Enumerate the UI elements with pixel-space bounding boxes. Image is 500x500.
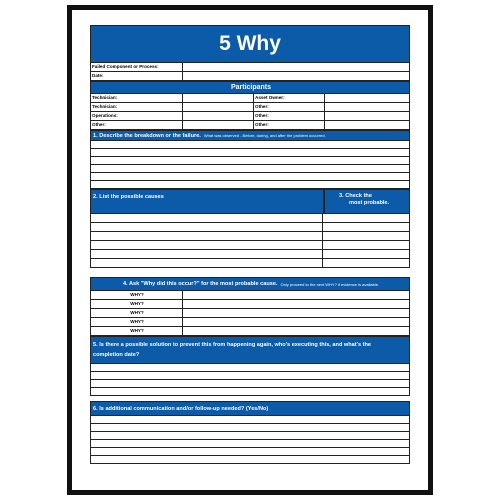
why-row [90, 327, 410, 336]
section-4-hint: Only proceed to the next WHY? if evidence is available. [280, 281, 380, 287]
why-answer[interactable] [183, 309, 409, 317]
participant-label: Asset Owner: [254, 94, 325, 102]
participant-value[interactable] [183, 121, 254, 129]
why-row [90, 291, 410, 300]
participant-value[interactable] [325, 112, 409, 120]
section-5-header [90, 336, 410, 364]
cause-row [90, 223, 410, 232]
participants-heading: Participants [90, 81, 410, 94]
participant-value[interactable] [325, 103, 409, 111]
why-label: WHY? [91, 309, 183, 317]
answer-line[interactable] [90, 448, 410, 456]
check-cell[interactable] [323, 214, 409, 222]
why-answer[interactable] [183, 291, 409, 299]
why-label: WHY? [91, 300, 183, 308]
participant-label: Technician: [91, 94, 183, 102]
why-answer[interactable] [183, 300, 409, 308]
section-3-line-2: most probable. [349, 200, 390, 206]
why-row [90, 309, 410, 318]
section-6-header: 6. Is additional communication and/or follow-up needed? (Yes/No) [90, 401, 410, 416]
answer-line[interactable] [90, 157, 410, 165]
answer-line[interactable] [90, 380, 410, 388]
check-cell[interactable] [323, 232, 409, 240]
participant-value[interactable] [183, 103, 254, 111]
check-cell[interactable] [323, 250, 409, 258]
cause-cell[interactable] [91, 232, 323, 240]
answer-line[interactable] [90, 388, 410, 396]
participant-label: Other: [254, 112, 325, 120]
answer-line[interactable] [90, 165, 410, 173]
field-label: Failed Component or Process: [91, 63, 183, 71]
participant-value[interactable] [183, 112, 254, 120]
participant-label: Other: [91, 121, 183, 129]
cause-row [90, 214, 410, 223]
participant-row [90, 112, 410, 121]
participant-label: Other: [254, 121, 325, 129]
section-1-lines [90, 141, 410, 189]
section-1-hint: What was observed - Before, during, and after the problem occurred. [203, 133, 326, 138]
why-label: WHY? [91, 318, 183, 326]
answer-line[interactable] [90, 440, 410, 448]
answer-line[interactable] [90, 141, 410, 149]
causes-table [90, 214, 410, 268]
participant-row [90, 121, 410, 130]
field-value[interactable] [183, 72, 409, 80]
check-cell[interactable] [323, 259, 409, 267]
answer-line[interactable] [90, 173, 410, 181]
answer-line[interactable] [90, 416, 410, 424]
cause-cell[interactable] [91, 241, 323, 249]
section-3-line-1: 3. Check the [339, 193, 372, 199]
section-2-title: 2. List the possible causes [90, 189, 324, 214]
section-2-3-header [90, 189, 410, 214]
cause-row [90, 232, 410, 241]
participant-row [90, 94, 410, 103]
answer-line[interactable] [90, 432, 410, 440]
participant-value[interactable] [183, 94, 254, 102]
form-title: 5 Why [90, 25, 410, 63]
participant-value[interactable] [325, 121, 409, 129]
answer-line[interactable] [90, 181, 410, 189]
section-5-line-1: 5. Is there a possible solution to prevent this from happening again, who's executing this, and what's the [93, 342, 372, 348]
why-answer[interactable] [183, 327, 409, 335]
check-cell[interactable] [323, 241, 409, 249]
field-label: Date: [91, 72, 183, 80]
why-answer[interactable] [183, 318, 409, 326]
participant-label: Operations: [91, 112, 183, 120]
section-3-title [324, 189, 410, 214]
cause-row [90, 241, 410, 250]
participant-row [90, 103, 410, 112]
check-cell[interactable] [323, 223, 409, 231]
field-value[interactable] [183, 63, 409, 71]
why-row [90, 318, 410, 327]
cause-cell[interactable] [91, 250, 323, 258]
cause-row [90, 259, 410, 268]
section-4-header [90, 277, 410, 291]
field-row-date [90, 72, 410, 81]
participant-label: Other: [254, 103, 325, 111]
section-1-header [90, 130, 410, 141]
five-why-form [90, 25, 410, 464]
answer-line[interactable] [90, 372, 410, 380]
participant-value[interactable] [325, 94, 409, 102]
section-5-line-2: completion date? [93, 352, 140, 358]
answer-line[interactable] [90, 456, 410, 464]
section-5-lines [90, 364, 410, 396]
answer-line[interactable] [90, 364, 410, 372]
section-4-title: 4. Ask "Why did this occur?" for the most probable cause. [122, 281, 278, 287]
cause-cell[interactable] [91, 214, 323, 222]
cause-row [90, 250, 410, 259]
participant-label: Technician: [91, 103, 183, 111]
answer-line[interactable] [90, 424, 410, 432]
section-6-lines [90, 416, 410, 464]
why-label: WHY? [91, 291, 183, 299]
cause-cell[interactable] [91, 223, 323, 231]
why-row [90, 300, 410, 309]
why-table [90, 291, 410, 336]
cause-cell[interactable] [91, 259, 323, 267]
why-label: WHY? [91, 327, 183, 335]
field-row-component [90, 63, 410, 72]
section-1-title: 1. Describe the breakdown or the failure. [93, 132, 201, 139]
answer-line[interactable] [90, 149, 410, 157]
